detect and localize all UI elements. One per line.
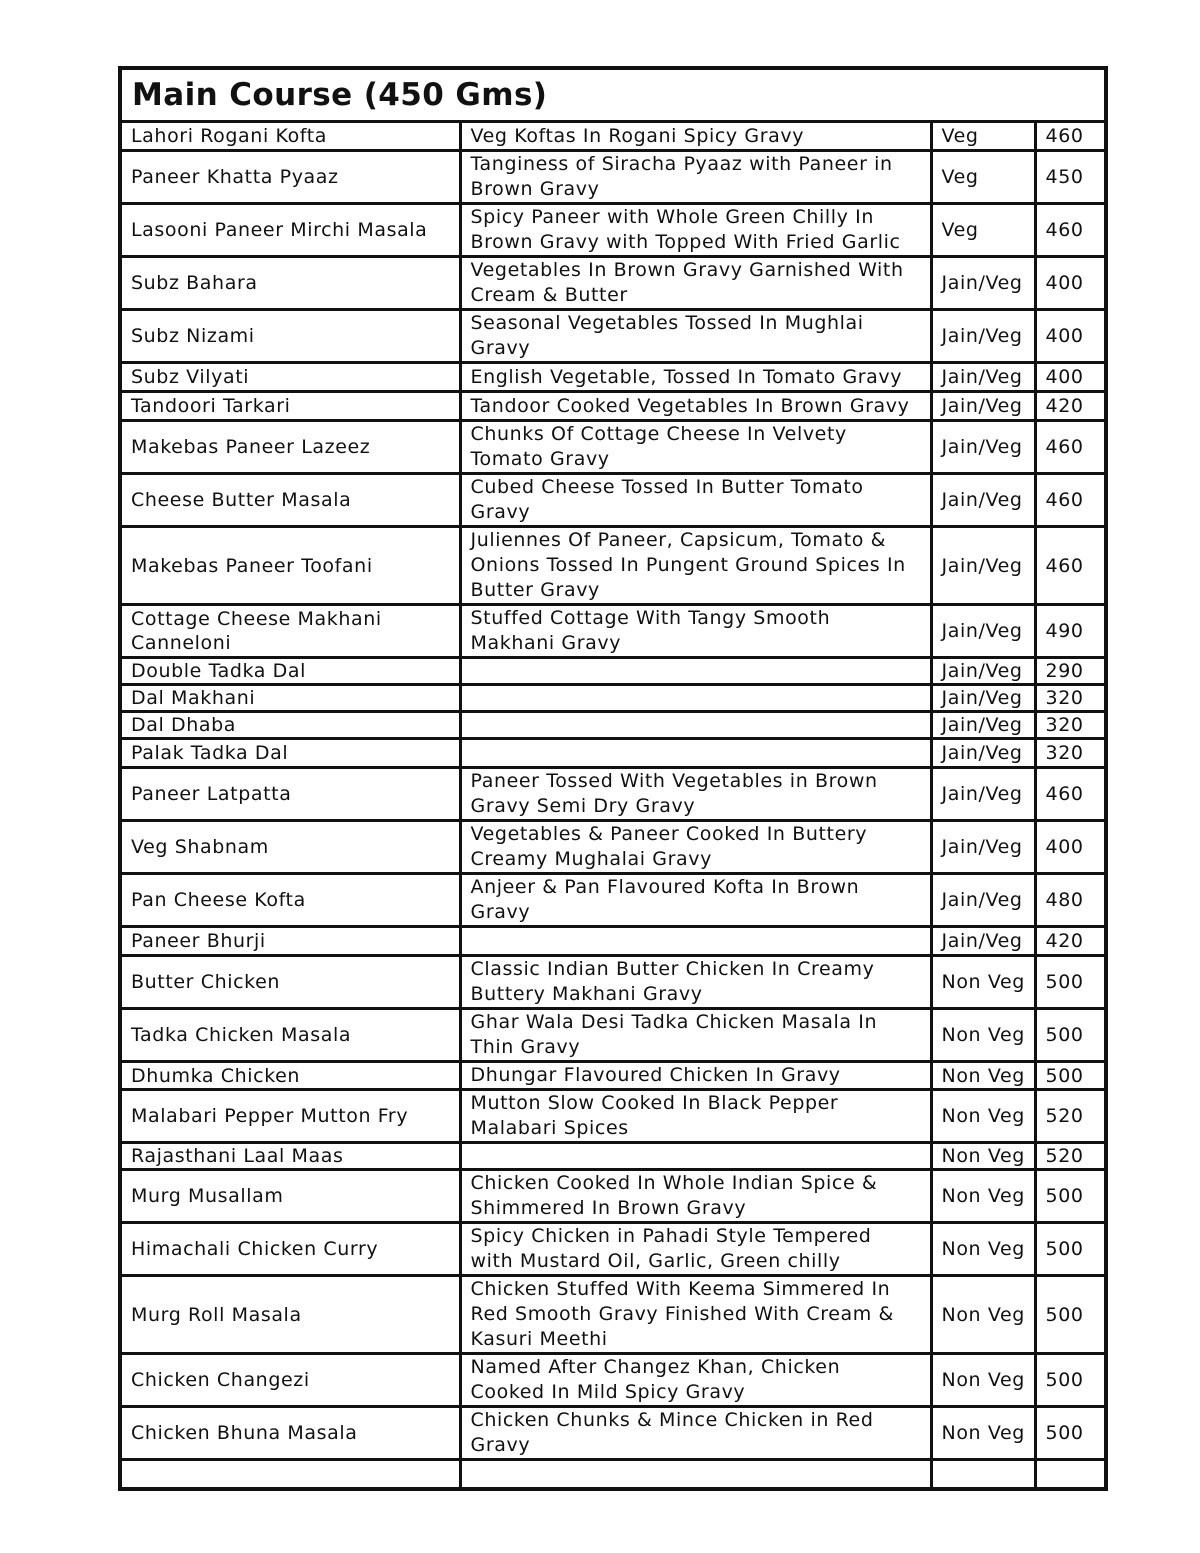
dish-price: 500 (1035, 1062, 1106, 1090)
dish-type: Veg (931, 204, 1035, 257)
dish-name: Double Tadka Dal (120, 658, 460, 685)
dish-price: 460 (1035, 421, 1106, 474)
dish-type: Jain/Veg (931, 474, 1035, 527)
dish-description: English Vegetable, Tossed In Tomato Gravy (460, 363, 931, 392)
menu-row (120, 685, 1106, 712)
dish-name: Paneer Bhurji (120, 927, 460, 956)
dish-description: Tandoor Cooked Vegetables In Brown Gravy (460, 392, 931, 421)
menu-row (120, 658, 1106, 685)
dish-price: 500 (1035, 1407, 1106, 1460)
dish-description: Classic Indian Butter Chicken In Creamy Buttery Makhani Gravy (460, 956, 931, 1009)
dish-price: 500 (1035, 1170, 1106, 1223)
menu-row (120, 768, 1106, 821)
dish-name: Butter Chicken (120, 956, 460, 1009)
dish-price: 490 (1035, 605, 1106, 658)
dish-name: Makebas Paneer Lazeez (120, 421, 460, 474)
dish-price: 450 (1035, 151, 1106, 204)
dish-type: Non Veg (931, 1276, 1035, 1354)
dish-description: Ghar Wala Desi Tadka Chicken Masala In Thin Gravy (460, 1009, 931, 1062)
menu-body (120, 68, 1106, 1489)
dish-description: Dhungar Flavoured Chicken In Gravy (460, 1062, 931, 1090)
menu-row (120, 151, 1106, 204)
dish-description (460, 1460, 931, 1489)
dish-name: Dal Dhaba (120, 712, 460, 739)
dish-description: Chunks Of Cottage Cheese In Velvety Tomato Gravy (460, 421, 931, 474)
dish-type: Jain/Veg (931, 527, 1035, 605)
menu-row (120, 1354, 1106, 1407)
dish-name: Makebas Paneer Toofani (120, 527, 460, 605)
dish-type: Jain/Veg (931, 685, 1035, 712)
dish-type: Jain/Veg (931, 363, 1035, 392)
dish-price: 460 (1035, 527, 1106, 605)
dish-price: 460 (1035, 474, 1106, 527)
dish-description: Vegetables In Brown Gravy Garnished With Cream & Butter (460, 257, 931, 310)
dish-name: Tandoori Tarkari (120, 392, 460, 421)
dish-description (460, 658, 931, 685)
dish-name: Cheese Butter Masala (120, 474, 460, 527)
dish-description: Tanginess of Siracha Pyaaz with Paneer in Brown Gravy (460, 151, 931, 204)
menu-row (120, 1407, 1106, 1460)
menu-row (120, 1009, 1106, 1062)
menu-row (120, 874, 1106, 927)
dish-type: Jain/Veg (931, 658, 1035, 685)
dish-price: 500 (1035, 1276, 1106, 1354)
dish-type: Non Veg (931, 1090, 1035, 1143)
dish-type: Non Veg (931, 1143, 1035, 1170)
menu-row (120, 1062, 1106, 1090)
dish-price: 500 (1035, 1009, 1106, 1062)
menu-row (120, 1090, 1106, 1143)
menu-row (120, 474, 1106, 527)
dish-name: Murg Roll Masala (120, 1276, 460, 1354)
menu-row (120, 821, 1106, 874)
dish-price: 500 (1035, 956, 1106, 1009)
dish-price (1035, 1460, 1106, 1489)
dish-description: Spicy Chicken in Pahadi Style Tempered with Mustard Oil, Garlic, Green chilly (460, 1223, 931, 1276)
dish-description: Vegetables & Paneer Cooked In Buttery Creamy Mughalai Gravy (460, 821, 931, 874)
menu-row (120, 1460, 1106, 1489)
menu-row (120, 527, 1106, 605)
dish-description: Cubed Cheese Tossed In Butter Tomato Gravy (460, 474, 931, 527)
dish-name: Dal Makhani (120, 685, 460, 712)
dish-type: Non Veg (931, 1170, 1035, 1223)
dish-name: Himachali Chicken Curry (120, 1223, 460, 1276)
dish-description: Named After Changez Khan, Chicken Cooked In Mild Spicy Gravy (460, 1354, 931, 1407)
dish-name: Dhumka Chicken (120, 1062, 460, 1090)
menu-row (120, 363, 1106, 392)
dish-name: Pan Cheese Kofta (120, 874, 460, 927)
menu-table (118, 66, 1108, 1491)
dish-type: Non Veg (931, 1407, 1035, 1460)
dish-type: Jain/Veg (931, 739, 1035, 768)
menu-row (120, 927, 1106, 956)
dish-type: Jain/Veg (931, 257, 1035, 310)
menu-title: Main Course (450 Gms) (120, 68, 1106, 122)
dish-type: Jain/Veg (931, 768, 1035, 821)
dish-name: Subz Nizami (120, 310, 460, 363)
dish-description: Chicken Chunks & Mince Chicken in Red Gravy (460, 1407, 931, 1460)
dish-price: 460 (1035, 768, 1106, 821)
dish-price: 520 (1035, 1143, 1106, 1170)
dish-price: 480 (1035, 874, 1106, 927)
dish-name (120, 1460, 460, 1489)
dish-type: Non Veg (931, 1062, 1035, 1090)
menu-row (120, 1143, 1106, 1170)
dish-price: 400 (1035, 821, 1106, 874)
dish-type: Jain/Veg (931, 874, 1035, 927)
dish-name: Subz Bahara (120, 257, 460, 310)
dish-description (460, 927, 931, 956)
dish-description (460, 685, 931, 712)
dish-price: 520 (1035, 1090, 1106, 1143)
menu-row (120, 739, 1106, 768)
menu-row (120, 1170, 1106, 1223)
dish-description: Chicken Stuffed With Keema Simmered In Red Smooth Gravy Finished With Cream & Kasuri Meethi (460, 1276, 931, 1354)
dish-name: Veg Shabnam (120, 821, 460, 874)
menu-row (120, 122, 1106, 151)
dish-type: Jain/Veg (931, 421, 1035, 474)
menu-row (120, 257, 1106, 310)
dish-price: 460 (1035, 122, 1106, 151)
menu-row (120, 392, 1106, 421)
dish-price: 320 (1035, 712, 1106, 739)
dish-type: Jain/Veg (931, 927, 1035, 956)
dish-description: Spicy Paneer with Whole Green Chilly In Brown Gravy with Topped With Fried Garlic (460, 204, 931, 257)
dish-price: 320 (1035, 685, 1106, 712)
dish-name: Lahori Rogani Kofta (120, 122, 460, 151)
menu-row (120, 605, 1106, 658)
menu-row (120, 1276, 1106, 1354)
dish-type: Veg (931, 122, 1035, 151)
dish-description: Paneer Tossed With Vegetables in Brown Gravy Semi Dry Gravy (460, 768, 931, 821)
dish-name: Chicken Bhuna Masala (120, 1407, 460, 1460)
dish-name: Rajasthani Laal Maas (120, 1143, 460, 1170)
dish-type: Non Veg (931, 956, 1035, 1009)
dish-description: Veg Koftas In Rogani Spicy Gravy (460, 122, 931, 151)
dish-description: Seasonal Vegetables Tossed In Mughlai Gravy (460, 310, 931, 363)
dish-description: Anjeer & Pan Flavoured Kofta In Brown Gravy (460, 874, 931, 927)
dish-description (460, 739, 931, 768)
dish-name: Cottage Cheese Makhani Canneloni (120, 605, 460, 658)
dish-name: Palak Tadka Dal (120, 739, 460, 768)
dish-type: Jain/Veg (931, 310, 1035, 363)
menu-title-row (120, 68, 1106, 122)
dish-price: 400 (1035, 257, 1106, 310)
dish-name: Subz Vilyati (120, 363, 460, 392)
dish-price: 400 (1035, 310, 1106, 363)
dish-price: 500 (1035, 1354, 1106, 1407)
dish-description: Mutton Slow Cooked In Black Pepper Malabari Spices (460, 1090, 931, 1143)
dish-name: Chicken Changezi (120, 1354, 460, 1407)
dish-description (460, 1143, 931, 1170)
menu-row (120, 204, 1106, 257)
menu-row (120, 956, 1106, 1009)
dish-price: 290 (1035, 658, 1106, 685)
dish-type: Jain/Veg (931, 712, 1035, 739)
dish-name: Lasooni Paneer Mirchi Masala (120, 204, 460, 257)
dish-type (931, 1460, 1035, 1489)
dish-type: Jain/Veg (931, 821, 1035, 874)
menu-row (120, 421, 1106, 474)
dish-price: 420 (1035, 392, 1106, 421)
dish-type: Non Veg (931, 1009, 1035, 1062)
dish-name: Paneer Latpatta (120, 768, 460, 821)
dish-price: 500 (1035, 1223, 1106, 1276)
dish-name: Malabari Pepper Mutton Fry (120, 1090, 460, 1143)
menu-row (120, 310, 1106, 363)
dish-name: Murg Musallam (120, 1170, 460, 1223)
menu-row (120, 712, 1106, 739)
dish-type: Non Veg (931, 1354, 1035, 1407)
dish-price: 460 (1035, 204, 1106, 257)
dish-type: Non Veg (931, 1223, 1035, 1276)
dish-description: Chicken Cooked In Whole Indian Spice & Shimmered In Brown Gravy (460, 1170, 931, 1223)
dish-price: 420 (1035, 927, 1106, 956)
dish-price: 400 (1035, 363, 1106, 392)
dish-name: Tadka Chicken Masala (120, 1009, 460, 1062)
dish-type: Veg (931, 151, 1035, 204)
dish-type: Jain/Veg (931, 605, 1035, 658)
menu-row (120, 1223, 1106, 1276)
dish-type: Jain/Veg (931, 392, 1035, 421)
dish-price: 320 (1035, 739, 1106, 768)
dish-name: Paneer Khatta Pyaaz (120, 151, 460, 204)
dish-description: Juliennes Of Paneer, Capsicum, Tomato & Onions Tossed In Pungent Ground Spices In Butter Gravy (460, 527, 931, 605)
dish-description (460, 712, 931, 739)
dish-description: Stuffed Cottage With Tangy Smooth Makhani Gravy (460, 605, 931, 658)
